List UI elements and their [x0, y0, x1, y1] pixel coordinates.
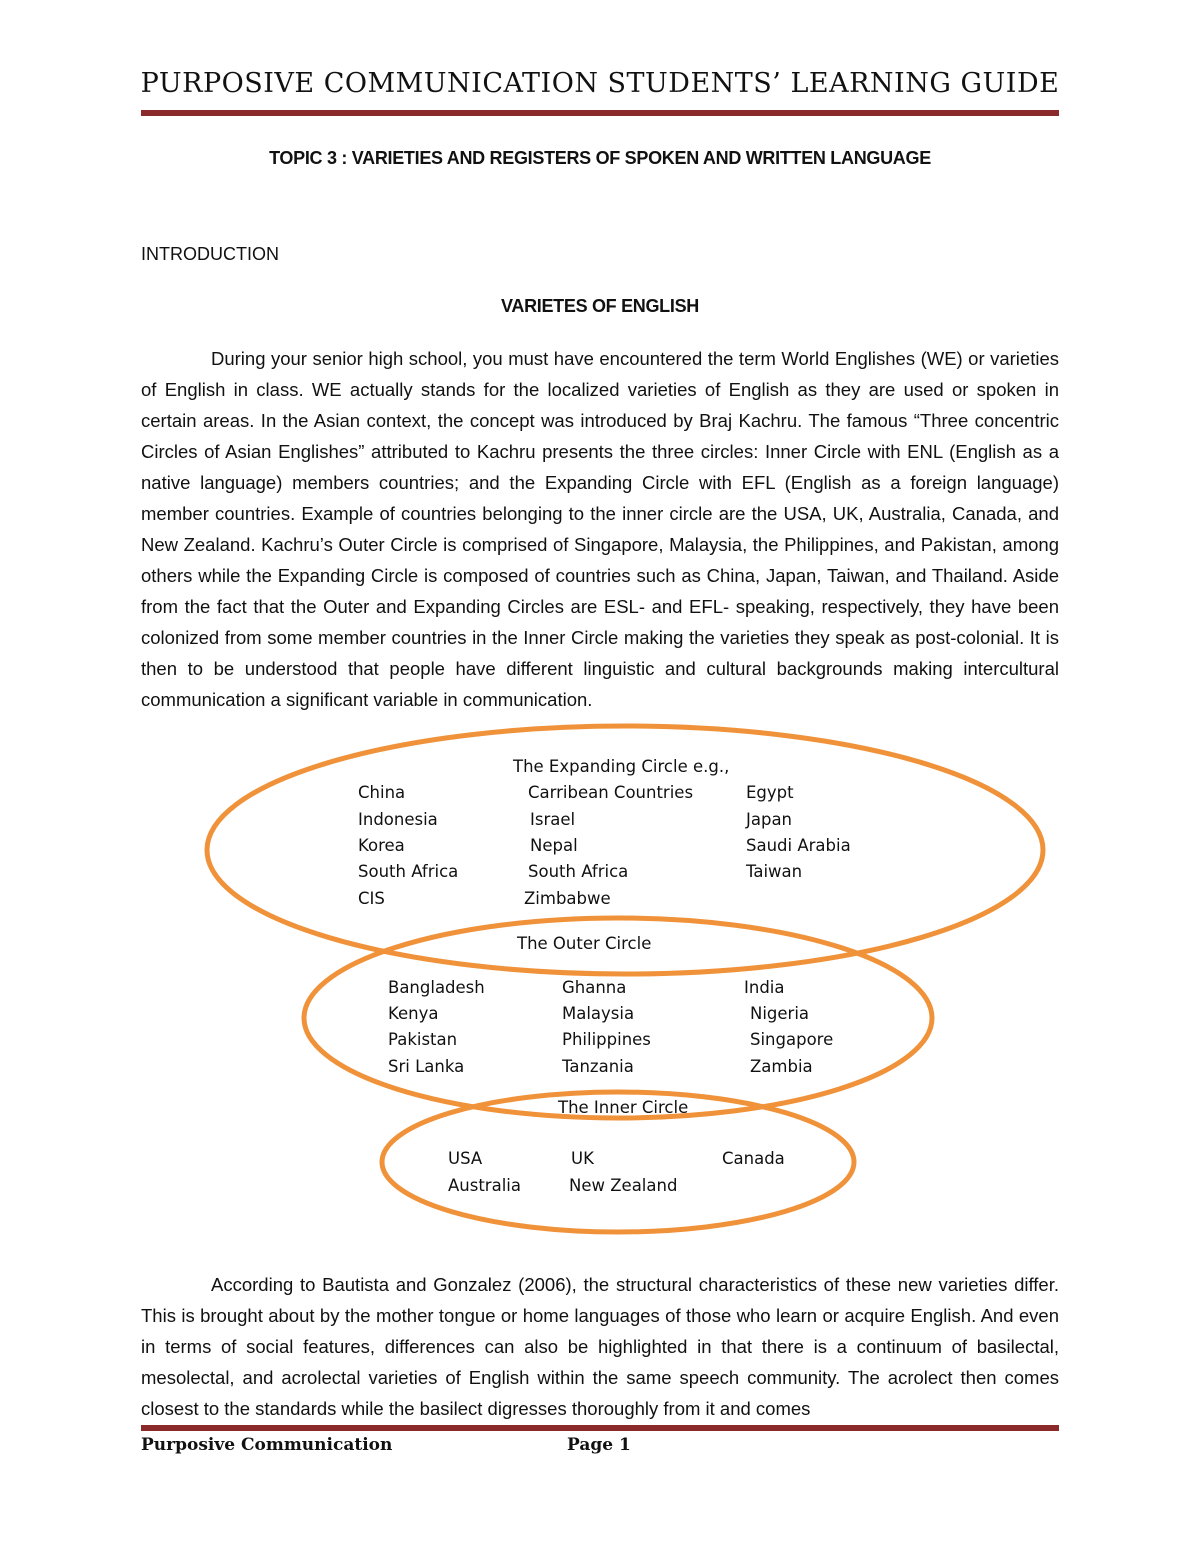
- outer-country: Pakistan: [388, 1030, 458, 1049]
- introduction-label: INTRODUCTION: [141, 244, 279, 264]
- outer-country: Zambia: [750, 1057, 813, 1076]
- paragraph-varieties: According to Bautista and Gonzalez (2006), the structural characteristics of these new varieties differ. This is brought about by the mother tongue or home languages of those who learn or acquire English. And even in terms of social features, differences can also be highlighted in that there is a continuum of basilectal, mesolectal, and acrolectal varieties of English within the same speech community. The acrolect then comes closest to the standards while the basilect digresses thoroughly from it and comes: [141, 1274, 1059, 1419]
- expanding-country: Taiwan: [746, 862, 803, 881]
- expanding-country: South Africa: [528, 862, 629, 881]
- expanding-country: Zimbabwe: [524, 889, 611, 908]
- outer-circle-title: The Outer Circle: [517, 934, 652, 953]
- expanding-country: Japan: [746, 810, 793, 829]
- outer-country: Nigeria: [750, 1004, 810, 1023]
- expanding-country: Israel: [530, 810, 576, 829]
- outer-country: India: [744, 978, 785, 997]
- outer-country: Tanzania: [562, 1057, 634, 1076]
- expanding-country: Korea: [358, 836, 405, 855]
- expanding-circle-title: The Expanding Circle e.g.,: [513, 757, 730, 776]
- outer-country: Malaysia: [562, 1004, 635, 1023]
- expanding-country: Nepal: [530, 836, 578, 855]
- inner-circle-title: The Inner Circle: [558, 1098, 689, 1117]
- footer-course-name: Purposive Communication: [141, 1435, 393, 1455]
- expanding-country: Carribean Countries: [528, 783, 694, 802]
- inner-country: UK: [571, 1149, 594, 1168]
- inner-country: USA: [448, 1149, 483, 1168]
- expanding-country: South Africa: [358, 862, 459, 881]
- page-header-title: PURPOSIVE COMMUNICATION STUDENTS’ LEARNING GUIDE: [140, 68, 1060, 99]
- inner-country: Australia: [448, 1176, 521, 1195]
- outer-country: Ghanna: [562, 978, 627, 997]
- topic-heading: TOPIC 3 : VARIETIES AND REGISTERS OF SPOKEN AND WRITTEN LANGUAGE: [269, 148, 931, 168]
- outer-country: Sri Lanka: [388, 1057, 465, 1076]
- inner-country: New Zealand: [569, 1176, 678, 1195]
- expanding-country: Saudi Arabia: [746, 836, 851, 855]
- expanding-country: Indonesia: [358, 810, 438, 829]
- outer-country: Bangladesh: [388, 978, 485, 997]
- footer-page-number: Page 1: [567, 1435, 631, 1455]
- section-title: VARIETES OF ENGLISH: [501, 296, 699, 316]
- expanding-country: Egypt: [746, 783, 794, 802]
- expanding-country: China: [358, 783, 406, 802]
- footer-rule: [141, 1425, 1059, 1431]
- paragraph-intro: During your senior high school, you must have encountered the term World Englishes (WE) or varieties of English in class. WE actually stands for the localized varieties of English as they are used or spoken in certain areas. In the Asian context, the concept was introduced by Braj Kachru. The famous “Three concentric Circles of Asian Englishes” attributed to Kachru presents the three circles: Inner Circle with ENL (English as a native language) members countries; and the Expanding Circle with EFL (English as a foreign language) member countries. Example of countries belonging to the inner circle are the USA, UK, Australia, Canada, and New Zealand. Kachru’s Outer Circle is comprised of Singapore, Malaysia, the Philippines, and Pakistan, among others while the Expanding Circle is composed of countries such as China, Japan, Taiwan, and Thailand. Aside from the fact that the Outer and Expanding Circles are ESL- and EFL- speaking, respectively, they have been colonized from some member countries in the Inner Circle making the varieties they speak as post-colonial. It is then to be understood that people have different linguistic and cultural backgrounds making intercultural communication a significant variable in communication.: [141, 348, 1059, 710]
- outer-country: Kenya: [388, 1004, 439, 1023]
- outer-country: Singapore: [750, 1030, 834, 1049]
- expanding-country: CIS: [358, 889, 385, 908]
- inner-country: Canada: [722, 1149, 785, 1168]
- outer-country: Philippines: [562, 1030, 651, 1049]
